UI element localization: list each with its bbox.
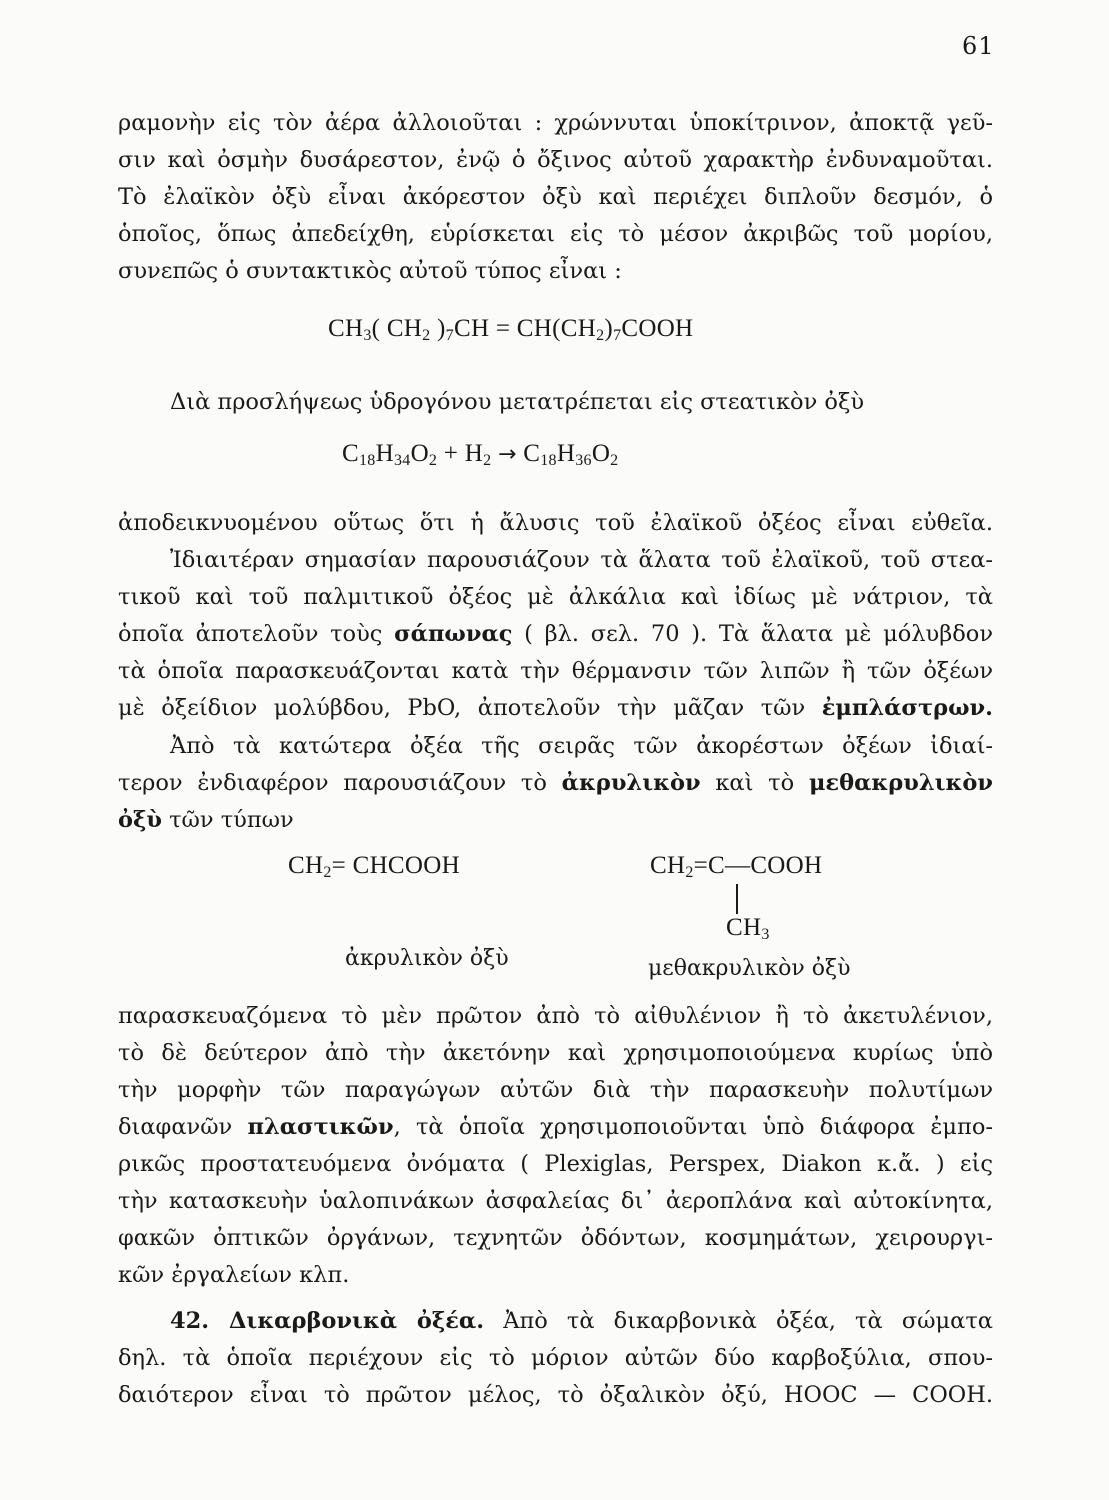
text-line: τὸ δὲ δεύτερον ἀπὸ τὴν ἀκετόνην καὶ χρησιμοποιούμενα κυρίως ὑπὸ	[118, 1040, 993, 1066]
term-plasters: ἐμπλάστρων.	[821, 695, 993, 721]
acrylic-acid-formula: $CH_2=$ CHCOOH	[288, 852, 460, 881]
text-line: Τὸ ἐλαϊκὸν ὀξὺ εἶναι ἀκόρεστον ὀξὺ καὶ περιέχει διπλοῦν δεσμόν, ὁ	[118, 184, 993, 210]
text-line: τερον ἐνδιαφέρον παρουσιάζουν τὸ ἀκρυλικὸν καὶ τὸ μεθακρυλικὸν	[118, 770, 993, 796]
text-line: ρικῶς προστατευόμενα ὀνόματα ( Plexiglas, Perspex, Diakon κ.ἄ. ) εἰς	[118, 1151, 993, 1177]
text-line: ὁποῖος, ὅπως ἀπεδείχθη, εὑρίσκεται εἰς τὸ μέσον ἀκριβῶς τοῦ μορίου,	[118, 221, 993, 247]
reaction-arrow-icon: →	[497, 442, 517, 467]
text-line: ραμονὴν εἰς τὸν ἀέρα ἀλλοιοῦται : χρώννυται ὑποκίτρινον, ἀποκτᾷ γεῦ-	[118, 110, 993, 136]
text-line: φακῶν ὀπτικῶν ὀργάνων, τεχνητῶν ὀδόντων, κοσμημάτων, χειρουργι-	[118, 1225, 993, 1251]
section-number: 42.	[170, 1308, 229, 1334]
text-line: Ἀπὸ τὰ κατώτερα ὀξέα τῆς σειρᾶς τῶν ἀκορέστων ὀξέων ἰδιαί-	[170, 733, 993, 759]
acrylic-acid-label: ἀκρυλικὸν ὀξὺ	[345, 946, 509, 971]
text-line: τὰ ὁποῖα παρασκευάζονται κατὰ τὴν θέρμανσιν τῶν λιπῶν ἢ τῶν ὀξέων	[118, 658, 993, 684]
text-line: Διὰ προσλήψεως ὑδρογόνου μετατρέπεται εἰς στεατικὸν ὀξὺ	[170, 389, 865, 415]
branch-bond	[736, 884, 738, 914]
text-line: δαιότερον εἶναι τὸ πρῶτον μέλος, τὸ ὀξαλικὸν ὀξύ, HOOC — COOH.	[118, 1382, 993, 1408]
text-line: μὲ ὀξείδιον μολύβδου, PbO, ἀποτελοῦν τὴν μᾶζαν τῶν ἐμπλάστρων.	[118, 695, 993, 721]
oleic-acid-formula: $CH_3$( $CH_2$ )$_7CH$ = $CH(CH_2)_7COOH$	[328, 315, 694, 344]
term-acrylic: ἀκρυλικὸν	[561, 770, 701, 796]
text-line: κῶν ἐργαλείων κλπ.	[118, 1262, 350, 1288]
text-line: Ἰδιαιτέραν σημασίαν παρουσιάζουν τὰ ἅλατα τοῦ ἐλαϊκοῦ, τοῦ στεα-	[170, 547, 993, 573]
text-line: δηλ. τὰ ὁποῖα περιέχουν εἰς τὸ μόριον αὐτῶν δύο καρβοξύλια, σπου-	[118, 1345, 993, 1371]
text-line: σιν καὶ ὀσμὴν δυσάρεστον, ἐνῷ ὁ ὄξινος αὐτοῦ χαρακτὴρ ἐνδυναμοῦται.	[118, 147, 993, 173]
methacrylic-acid-label: μεθακρυλικὸν ὀξὺ	[648, 956, 851, 981]
section-title: Δικαρβονικὰ ὀξέα.	[228, 1308, 485, 1334]
term-plastics: πλαστικῶν	[247, 1114, 394, 1140]
text-line: ἀποδεικνυομένου οὕτως ὅτι ἡ ἄλυσις τοῦ ἐλαϊκοῦ ὀξέος εἶναι εὐθεῖα.	[118, 510, 993, 536]
methyl-branch: $CH_3$	[726, 914, 770, 943]
page-number: 61	[962, 32, 995, 60]
hydrogenation-equation: $C_{18}H_{34}O_2 + H_2 \to C_{18}H_{36}O_2$	[342, 440, 619, 469]
methacrylic-acid-formula: $CH_2=C—COOH$	[650, 852, 823, 881]
text-line: ὀξὺ τῶν τύπων	[118, 807, 294, 833]
text-line: τικοῦ καὶ τοῦ παλμιτικοῦ ὀξέος μὲ ἀλκάλια καὶ ἰδίως μὲ νάτριον, τὰ	[118, 584, 993, 610]
text-line: διαφανῶν πλαστικῶν, τὰ ὁποῖα χρησιμοποιοῦνται ὑπὸ διάφορα ἐμπο-	[118, 1114, 993, 1140]
term-soaps: σάπωνας	[394, 621, 513, 647]
text-line: τὴν μορφὴν τῶν παραγώγων αὐτῶν διὰ τὴν παρασκευὴν πολυτίμων	[118, 1077, 993, 1103]
text-line: ὁποῖα ἀποτελοῦν τοὺς σάπωνας ( βλ. σελ. 70 ). Τὰ ἅλατα μὲ μόλυβδον	[118, 621, 993, 647]
text-line: τὴν κατασκευὴν ὑαλοπινάκων ἀσφαλείας δι᾽ ἀεροπλάνα καὶ αὐτοκίνητα,	[118, 1188, 993, 1214]
text-line: παρασκευαζόμενα τὸ μὲν πρῶτον ἀπὸ τὸ αἰθυλένιον ἢ τὸ ἀκετυλένιον,	[118, 1003, 993, 1029]
text-line: συνεπῶς ὁ συντακτικὸς αὐτοῦ τύπος εἶναι :	[118, 258, 622, 284]
term-methacrylic: μεθακρυλικὸν	[808, 770, 993, 796]
section-heading-line: 42. Δικαρβονικὰ ὀξέα. Ἀπὸ τὰ δικαρβονικὰ ὀξέα, τὰ σώματα	[170, 1308, 993, 1334]
